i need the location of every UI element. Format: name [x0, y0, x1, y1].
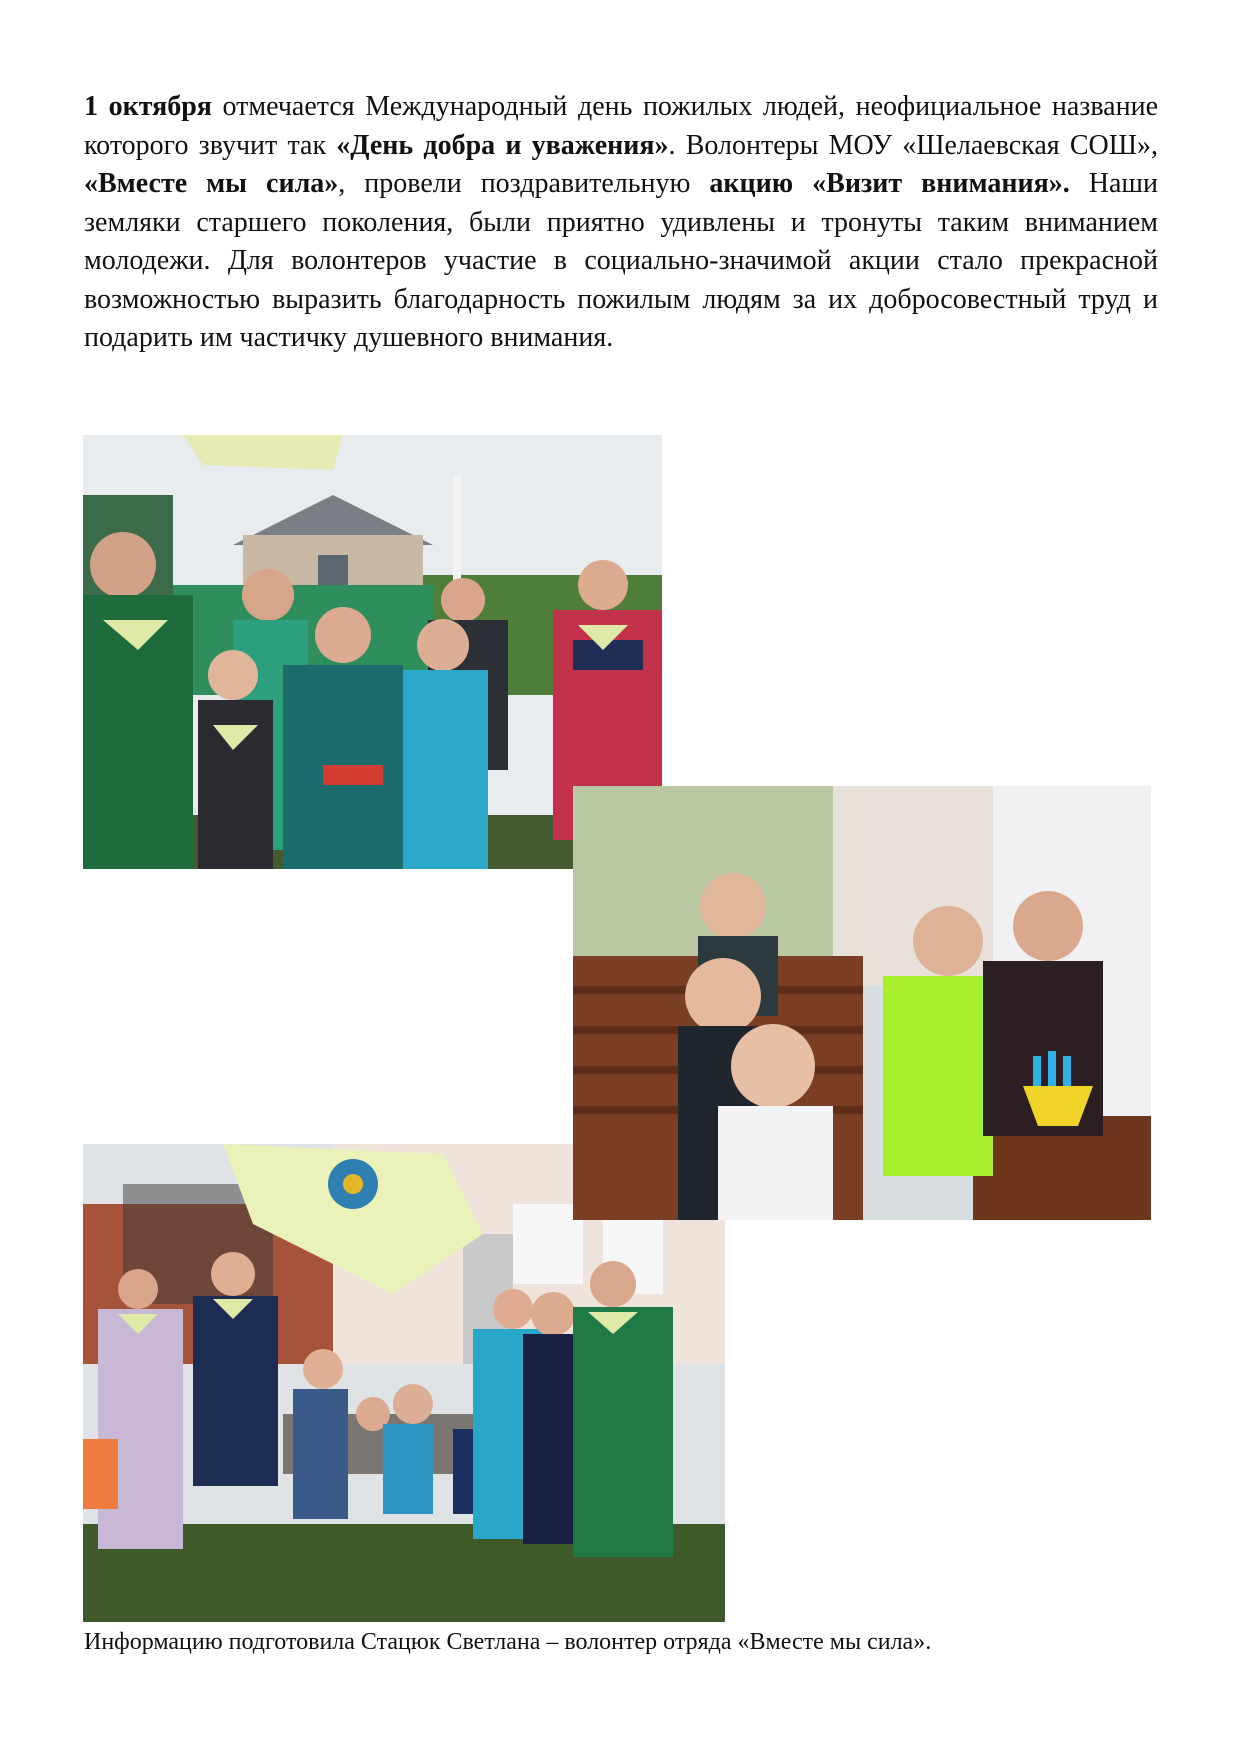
- article-team-name: «Вместе мы сила»: [84, 168, 339, 199]
- article-text-1: отмечается Международный день пожилых людей, неофициальное название которого звучит так: [84, 91, 1158, 161]
- article-day-name: «День добра и уважения»: [336, 129, 669, 161]
- article-text-4: Наши земляки старшего поколения, были приятно удивлены и тронуты таким вниманием молодежи. Для волонтеров участие в социально-значимой акции стало прекрасной возможностью выразить благодарность пожилым людям за их добросовестный труд и подарить им частичку душевного внимания.: [84, 168, 1158, 353]
- article-text-3: , провели поздравительную: [338, 168, 710, 199]
- article-text-2: . Волонтеры МОУ «Шелаевская СОШ»,: [668, 129, 1158, 161]
- indoor-visit-photo: [573, 786, 1151, 1220]
- caption-text: Информацию подготовила Стацюк Светлана – волонтер отряда «Вместе мы сила».: [84, 1629, 932, 1655]
- article-date: 1 октября: [84, 91, 212, 122]
- article-paragraph: [84, 88, 1158, 358]
- article-action-name: акцию «Визит внимания».: [709, 168, 1070, 199]
